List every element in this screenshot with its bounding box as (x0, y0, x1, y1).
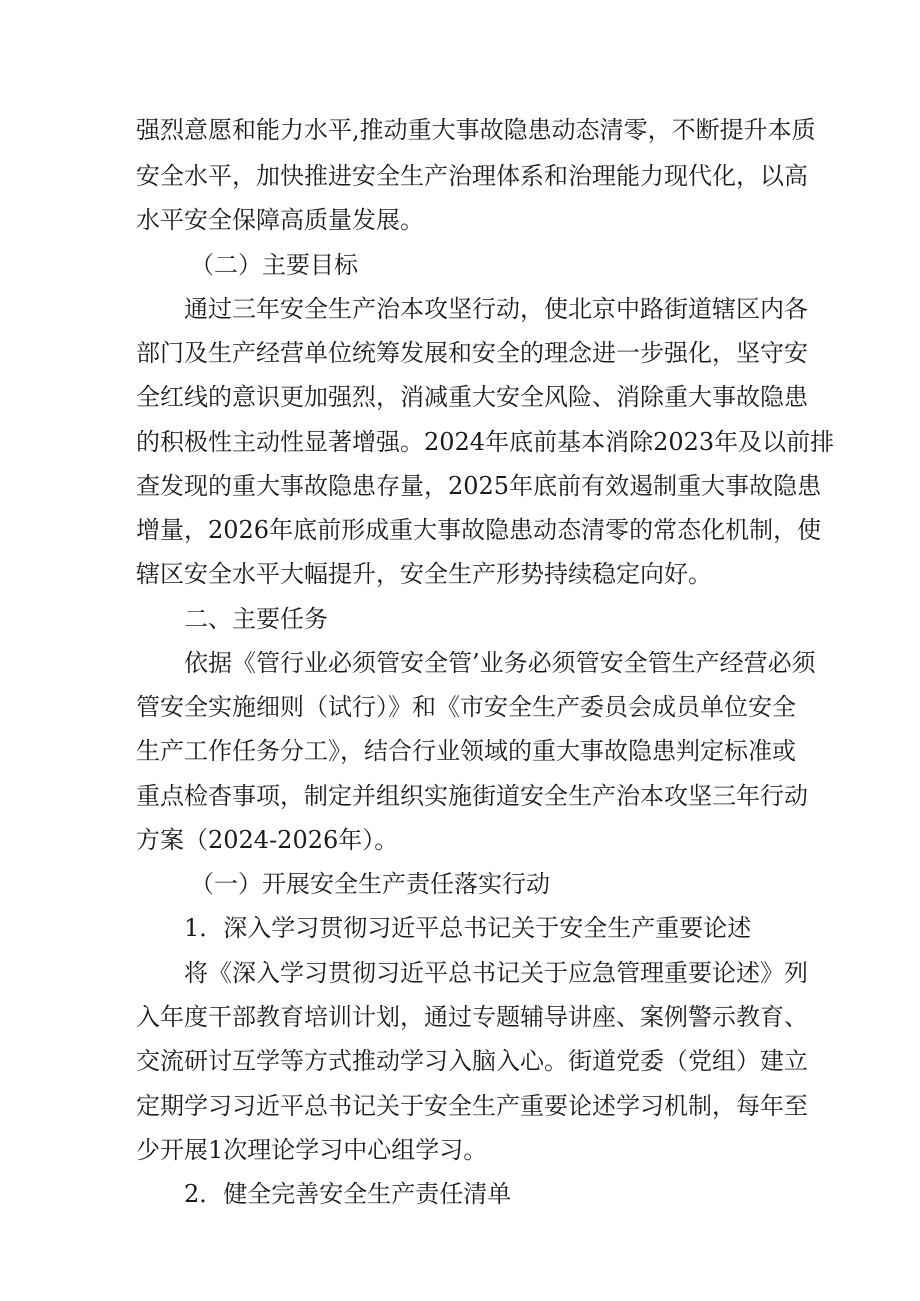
section-heading-main-tasks: 二、主要任务 (184, 605, 328, 633)
text-line: 入年度干部教育培训计划，通过专题辅导讲座、案例警示教育、 (136, 1003, 808, 1031)
section-heading-main-goal: （二）主要目标 (190, 251, 358, 279)
text-line: 少开展1次理论学习中心组学习。 (136, 1136, 488, 1164)
text-line: 的积极性主动性显著增强。2024年底前基本消除2023年及以前排 (136, 428, 835, 456)
item-two-title: 2．健全完善安全生产责任清单 (184, 1180, 512, 1208)
text-line: 全红线的意识更加强烈，消减重大安全风险、消除重大事故隐患 (136, 383, 808, 411)
text-line: 查发现的重大事故隐患存量，2025年底前有效遏制重大事故隐患 (136, 472, 822, 500)
text-line: 管安全实施细则（试行）》和《市安全生产委员会成员单位安全 (136, 693, 796, 721)
text-line: 增量，2026年底前形成重大事故隐患动态清零的常态化机制，使 (136, 516, 822, 544)
text-line: 通过三年安全生产治本攻坚行动，使北京中路街道辖区内各 (184, 295, 808, 323)
text-line: 重点检杳事项，制定并组织实施街道安全生产治本攻坚三年行动 (136, 782, 808, 810)
text-line: 生产工作任务分工》，结合行业领域的重大事故隐患判定标准或 (136, 737, 796, 765)
item-one-title: 1．深入学习贯彻习近平总书记关于安全生产重要论述 (184, 914, 752, 942)
text-line: 安全水平，加快推进安全生产治理体系和治理能力现代化，以高 (136, 162, 808, 190)
text-line: 强烈意愿和能力水平,推动重大事故隐患动态清零，不断提升本质 (136, 116, 816, 144)
text-line: 交流研讨互学等方式推动学习入脑入心。街道党委（党组）建立 (136, 1047, 808, 1075)
text-line: 部门及生产经营单位统筹发展和安全的理念进一步强化，坚守安 (136, 339, 808, 367)
text-line: 水平安全保障高质量发展。 (136, 206, 424, 234)
text-line: 定期学习习近平总书记关于安全生产重要论述学习机制，每年至 (136, 1092, 808, 1120)
text-line: 辖区安全水平大幅提升，安全生产形势持续稳定向好。 (136, 560, 712, 588)
text-line: 方案（2024-2026年）。 (136, 826, 399, 854)
text-line: 将《深入学习贯彻习近平总书记关于应急管理重要论述》列 (184, 959, 808, 987)
subsection-heading-action-one: （一）开展安全生产责任落实行动 (190, 870, 550, 898)
text-line: 依据《管行业必须管安全管’业务必须管安全管生产经营必须 (184, 649, 816, 677)
